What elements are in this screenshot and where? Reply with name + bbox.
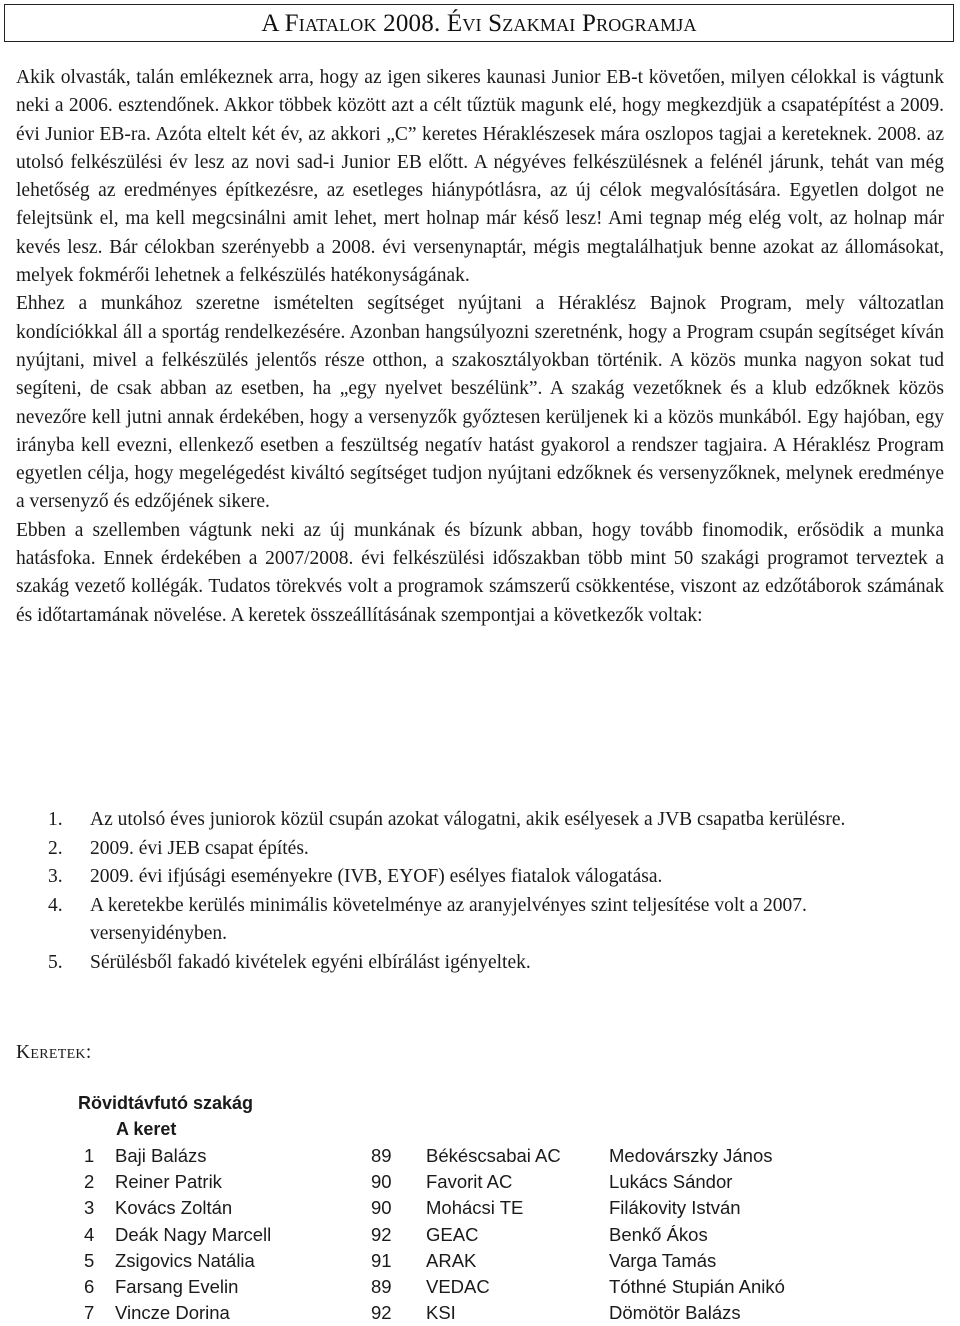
list-item — [48, 949, 948, 978]
title-part: A F — [261, 10, 299, 37]
list-text: 2009. évi ifjúsági eseményekre (IVB, EYOF) esélyes fiatalok válogatása. — [90, 866, 663, 887]
club-cell: KSI — [426, 1302, 456, 1324]
list-item — [48, 835, 948, 864]
table-row — [78, 1248, 878, 1274]
name-cell: Vincze Dorina — [115, 1302, 230, 1324]
list-number: 2. — [48, 837, 63, 859]
rank-cell: 5 — [84, 1249, 95, 1271]
rank-cell: 2 — [84, 1171, 95, 1193]
list-number: 3. — [48, 866, 63, 887]
year-cell: 90 — [371, 1171, 392, 1193]
coach-cell: Benkő Ákos — [609, 1223, 708, 1245]
list-item — [48, 806, 948, 835]
paragraph: Akik olvasták, talán emlékeznek arra, hogy az igen sikeres kaunasi Junior EB-t követően, milyen célokkal is vágtunk neki a 2006. esztendőnek. Akkor többek között azt a célt tűztük magunk elé, hogy megkezdjük a csapatépítést a 2009. évi Junior EB-ra. Azóta eltelt két év, az akkori „C” keretes Héraklészesek mára oszlopos tagjai a kereteknek. 2008. az utolsó felkészülési év lesz az novi sad-i Junior EB előtt. A négyéves felkészülésnek a felénél járunk, tehát van még lehetőség az eredményes építkezésre, az esetleges hiánypótlásra, az új célok megvalósítására. Egyetlen dolgot ne felejtsünk el, ma kell megcsinálni amit lehet, mert holnap már késő lesz! Ami tegnap még elég volt, az holnap már kevés lesz. Bár célokban szerényebb a 2008. évi versenynaptár, mégis megtalálhatjuk benne azokat az állomásokat, melyek fokmérői lehetnek a felkészülés hatékonyságának. — [16, 67, 944, 287]
table-row — [78, 1222, 878, 1248]
coach-cell: Lukács Sándor — [609, 1171, 733, 1193]
year-cell: 90 — [371, 1197, 392, 1219]
list-text: Az utolsó éves juniorok közül csupán azokat válogatni, akik esélyesek a JVB csapatba kerülésre. — [90, 809, 846, 830]
table-row — [78, 1143, 878, 1169]
list-text: Sérülésből fakadó kivételek egyéni elbírálást igényeltek. — [90, 951, 531, 973]
name-cell: Zsigovics Natália — [115, 1249, 255, 1271]
list-item — [48, 863, 948, 892]
rank-cell: 7 — [84, 1302, 95, 1324]
group-title: A keret — [116, 1119, 177, 1139]
club-cell: Békéscsabai AC — [426, 1145, 561, 1166]
paragraph: Ehhez a munkához szeretne ismételten segítséget nyújtani a Héraklész Bajnok Program, mely változatlan kondíciókkal áll a sportág rendelkezésére. Azonban hangsúlyozni szeretnénk, hogy a Program csupán segítséget kíván nyújtani, mivel a felkészülés jelentős része otthon, a szakosztályokban történik. A közös munka nagyon sokat tud segíteni, de csak abban az esetben, ha „egy nyelvet beszélünk”. A szakág vezetőknek és a klub edzőknek közös nevezőre kell jutni annak érdekében, hogy a versenyzők győztesen kerüljenek ki a közös munkából. Egy hajóban, egy irányba kell evezni, ellenkező esetben a feszültség negatív hatást gyakorol a rendszer tagjaira. A Héraklész Program egyetlen célja, hogy megelégedést kiváltó segítséget tudjon nyújtani edzőknek és versenyzőknek, melynek eredménye a versenyző és edzőjének sikere. — [16, 293, 944, 513]
title-part: P — [575, 10, 597, 37]
title-part: zakmai — [502, 10, 576, 37]
club-cell: VEDAC — [426, 1275, 490, 1297]
name-cell: Deák Nagy Marcell — [115, 1223, 272, 1245]
year-cell: 92 — [371, 1223, 392, 1245]
coach-cell: Dömötör Balázs — [609, 1302, 741, 1324]
title-part: rogramja — [596, 10, 697, 37]
coach-cell: Filákovity István — [609, 1197, 741, 1219]
page-title — [4, 4, 954, 42]
name-cell: Reiner Patrik — [115, 1171, 222, 1193]
name-cell: Farsang Evelin — [115, 1275, 239, 1297]
club-cell: Favorit AC — [426, 1171, 513, 1193]
body-text — [16, 64, 944, 630]
table-row — [78, 1300, 878, 1326]
list-number: 1. — [48, 809, 63, 830]
rank-cell: 4 — [84, 1223, 95, 1245]
title-part: vi — [462, 10, 482, 37]
year-cell: 89 — [371, 1275, 392, 1297]
list-number: 4. — [48, 894, 63, 916]
list-text: 2009. évi JEB csapat építés. — [90, 837, 309, 859]
title-part: 2008. É — [376, 10, 463, 37]
club-cell: ARAK — [426, 1249, 477, 1271]
table-row — [78, 1274, 878, 1300]
section-title: Rövidtávfutó szakág — [78, 1093, 254, 1113]
list-text: A keretekbe kerülés minimális követelménye az aranyjelvényes szint teljesítése volt a 2007. versenyidényben. — [90, 894, 807, 944]
keretek-heading: Keretek: — [16, 1042, 92, 1063]
year-cell: 91 — [371, 1249, 392, 1271]
list-item — [48, 892, 948, 949]
rank-cell: 6 — [84, 1275, 95, 1297]
year-cell: 89 — [371, 1145, 392, 1166]
criteria-list — [48, 806, 948, 977]
club-cell: Mohácsi TE — [426, 1197, 524, 1219]
club-cell: GEAC — [426, 1223, 479, 1245]
roster-table — [78, 1143, 878, 1326]
paragraph: Ebben a szellemben vágtunk neki az új munkának és bízunk abban, hogy tovább finomodik, erősödik a munka hatásfoka. Ennek érdekében a 2007/2008. évi felkészülési időszakban több mint 50 szakági programot terveztek a szakág vezető kollégák. Tudatos törekvés volt a programok számszerű csökkentése, viszont az edzőtáborok számának és időtartamának növelése. A keretek összeállításának szempontjai a következők voltak: — [16, 519, 944, 626]
rank-cell: 3 — [84, 1197, 95, 1219]
coach-cell: Tóthné Stupián Anikó — [609, 1275, 785, 1297]
list-number: 5. — [48, 951, 63, 973]
coach-cell: Varga Tamás — [609, 1249, 717, 1271]
name-cell: Baji Balázs — [115, 1145, 207, 1166]
table-row — [78, 1195, 878, 1221]
title-part: iatalok — [298, 10, 377, 37]
coach-cell: Medovárszky János — [609, 1145, 773, 1166]
year-cell: 92 — [371, 1302, 392, 1324]
table-row — [78, 1169, 878, 1195]
title-part: S — [481, 10, 503, 37]
rank-cell: 1 — [84, 1145, 95, 1166]
name-cell: Kovács Zoltán — [115, 1197, 233, 1219]
